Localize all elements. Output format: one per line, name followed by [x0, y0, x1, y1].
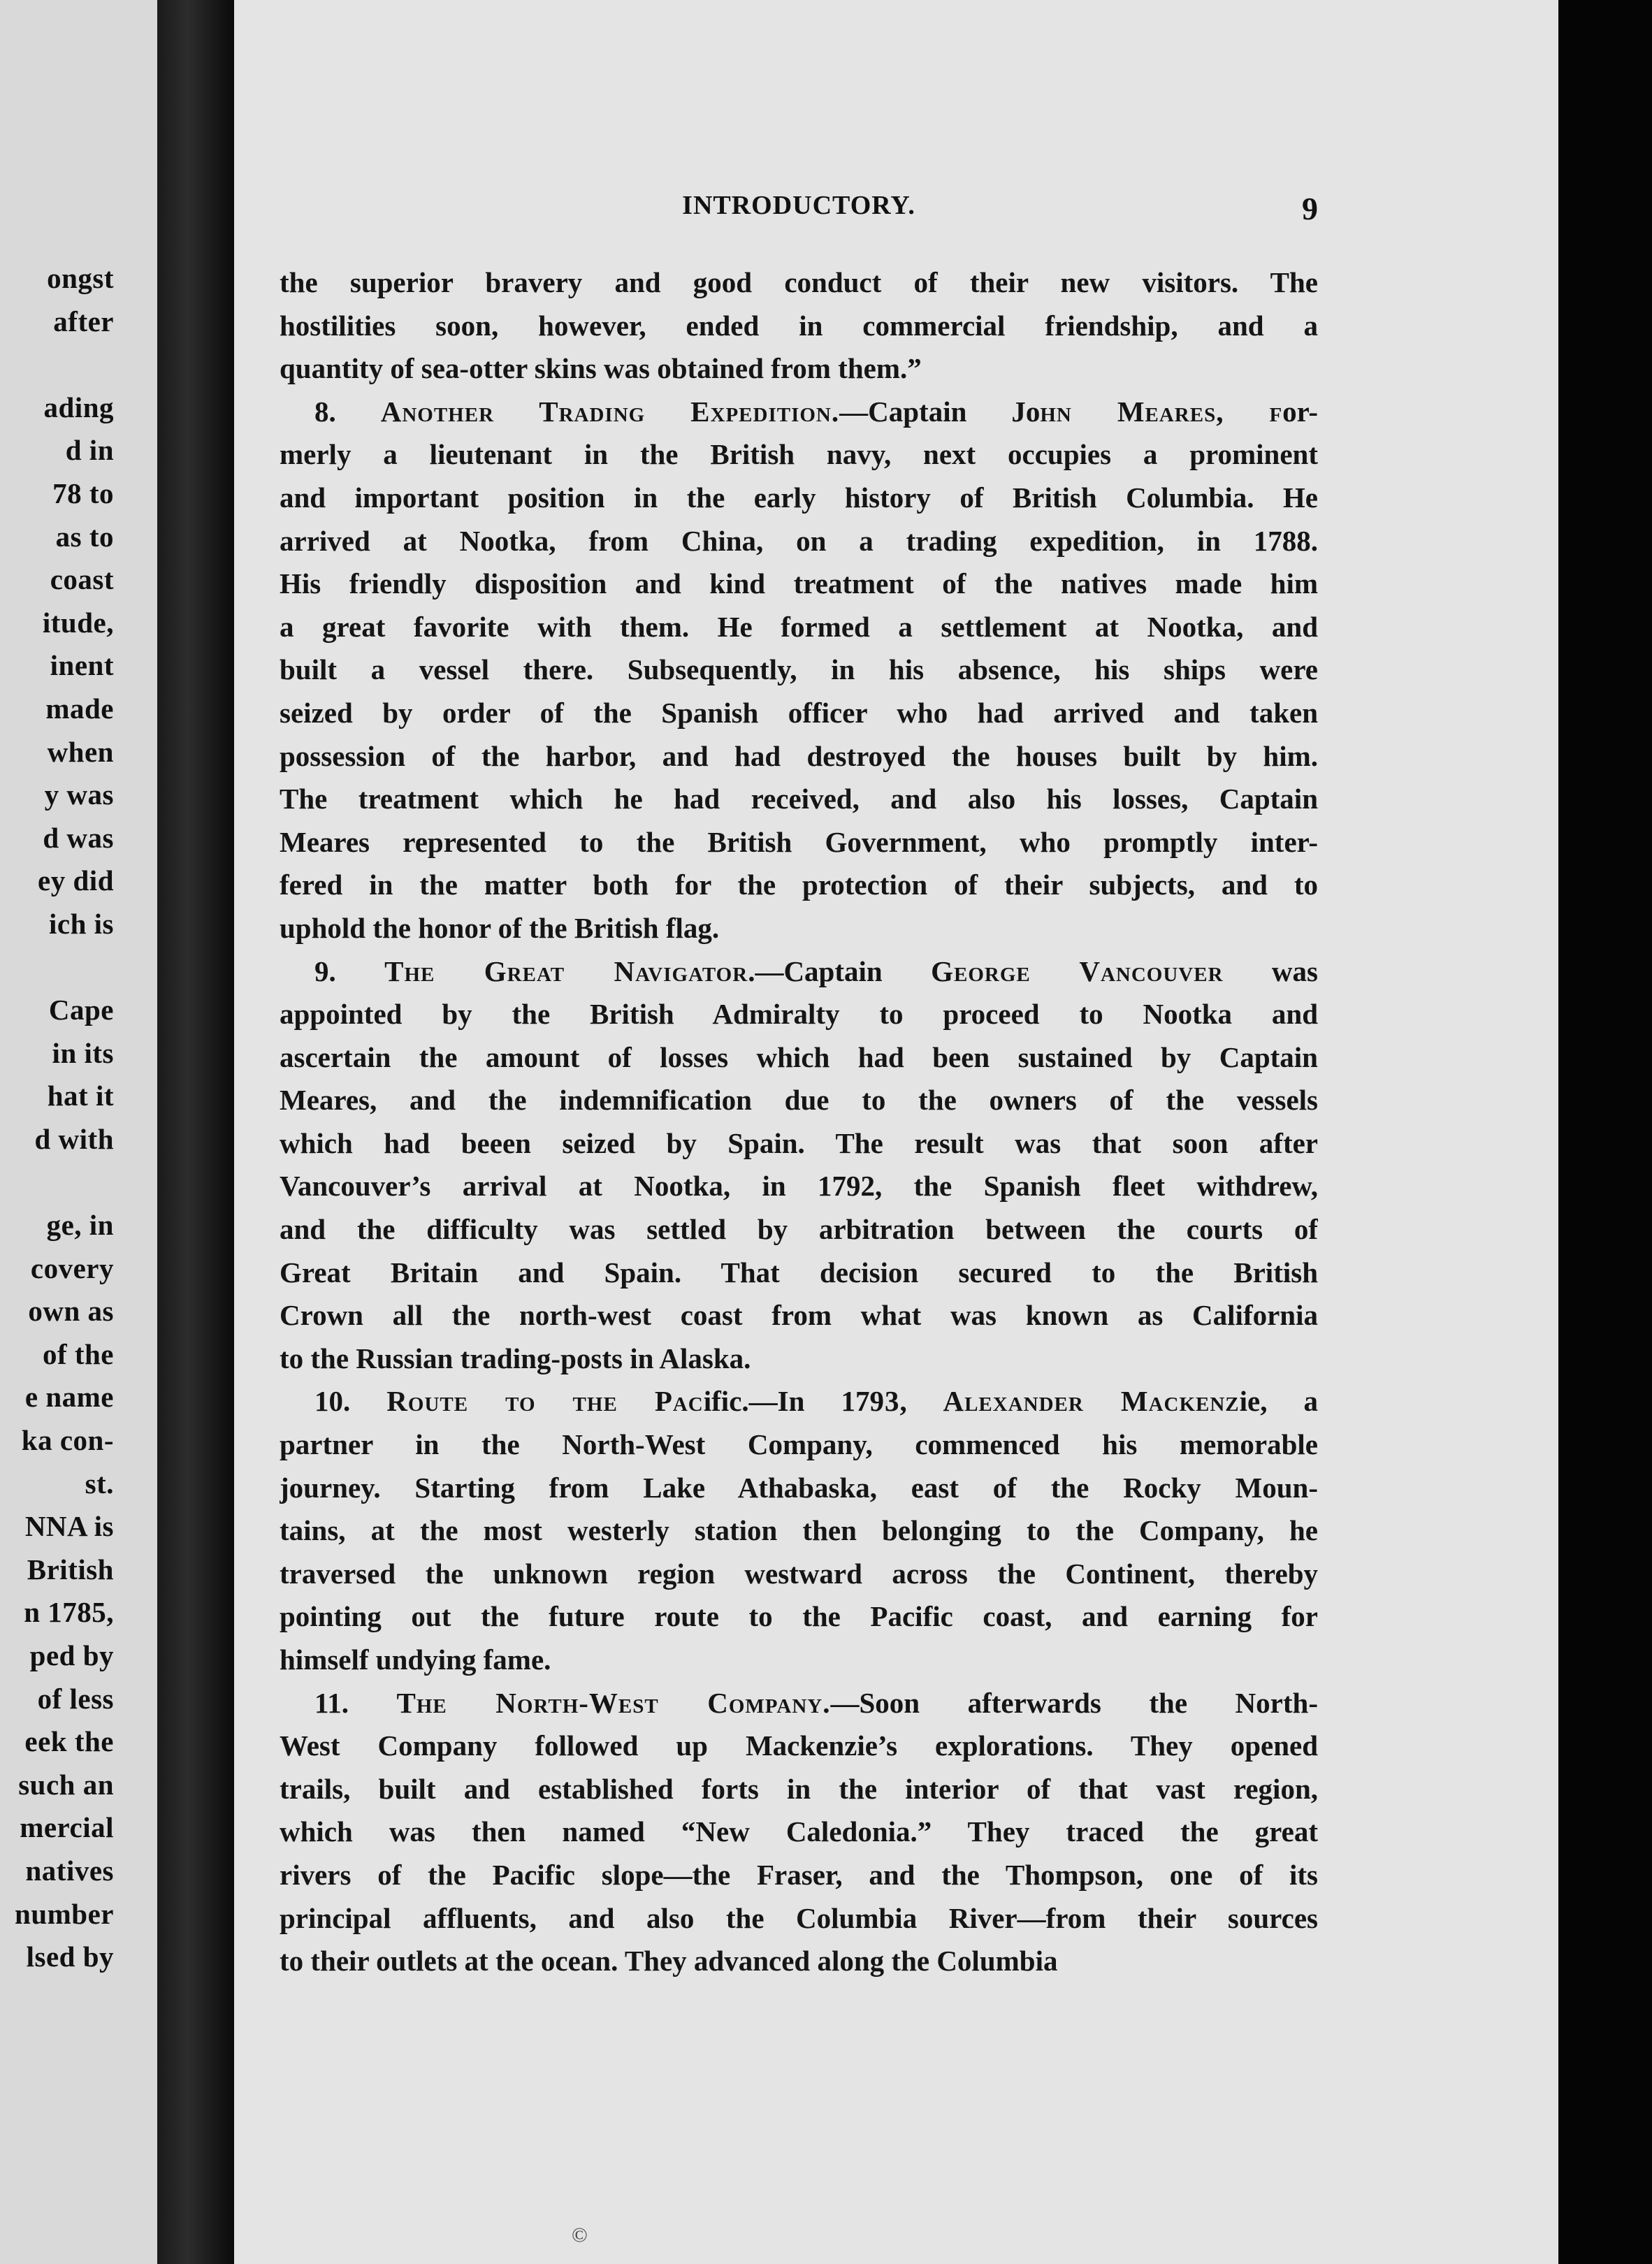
left-page-line: ey did	[38, 864, 114, 897]
text-line: uphold the honor of the British flag.	[280, 911, 720, 944]
left-page-line: of the	[42, 1337, 114, 1370]
text-line: appointed by the British Admiralty to proceed to Nootka and	[280, 998, 1318, 1031]
left-page-line: natives	[25, 1854, 114, 1887]
text-line: rivers of the Pacific slope—the Fraser, and the Thompson, one of its	[280, 1858, 1318, 1891]
left-page-line: when	[47, 735, 114, 768]
text-line: traversed the unknown region westward across the Continent, thereby	[280, 1557, 1318, 1590]
left-page-line: mercial	[20, 1811, 114, 1844]
left-page-line: ongst	[47, 262, 114, 294]
text-line: and important position in the early history of British Columbia. He	[280, 481, 1318, 514]
section-heading: The North-West Company.	[396, 1686, 831, 1719]
left-page-line: own as	[28, 1295, 114, 1328]
text-line: arrived at Nootka, from China, on a trading expedition, in 1788.	[280, 524, 1318, 557]
left-page-line	[15, 1161, 114, 1204]
text-line: possession of the harbor, and had destroyed the houses built by him.	[280, 739, 1318, 772]
text-line: West Company followed up Mackenzie’s explorations. They opened	[280, 1729, 1318, 1762]
text-line: Meares, and the indemnification due to the owners of the vessels	[280, 1084, 1318, 1117]
left-page-line: number	[15, 1897, 114, 1930]
text-line: 9. The Great Navigator.—Captain George Vancouver was	[314, 955, 1318, 987]
running-head: INTRODUCTORY.	[682, 191, 915, 220]
text-line: built a vessel there. Subsequently, in his absence, his ships were	[280, 653, 1318, 686]
left-page-line: d with	[34, 1122, 114, 1155]
text-line: Great Britain and Spain. That decision secured to the British	[280, 1256, 1318, 1289]
book-gutter	[157, 0, 234, 2264]
left-page-line: ich is	[49, 907, 114, 940]
left-page-line: st.	[85, 1467, 114, 1500]
text-line: merly a lieutenant in the British navy, next occupies a prominent	[280, 438, 1318, 471]
text-line: quantity of sea-otter skins was obtained from them.”	[280, 352, 922, 385]
text-line: trails, built and established forts in the interior of that vast region,	[280, 1772, 1318, 1805]
left-page-line: NNA is	[24, 1510, 114, 1543]
left-page-line: made	[45, 692, 114, 725]
scan-border	[1558, 0, 1652, 2264]
left-page-line: lsed by	[26, 1940, 114, 1973]
text-line: tains, at the most westerly station then belonging to the Company, he	[280, 1514, 1318, 1547]
text-line: 10. Route to the Pacific.—In 1793, Alexander Mackenzie, a	[314, 1385, 1318, 1418]
left-page-line: ge, in	[46, 1209, 114, 1242]
left-page-line: itude,	[42, 606, 114, 639]
left-page-line: e name	[24, 1381, 114, 1414]
left-page-line: y was	[44, 778, 114, 811]
section-heading: George Vancouver	[931, 955, 1224, 987]
section-heading: Another Trading Expedition.	[380, 395, 840, 428]
text-line: ascertain the amount of losses which had been sustained by Captain	[280, 1040, 1318, 1073]
text-line: hostilities soon, however, ended in commercial friendship, and a	[280, 309, 1318, 342]
left-page-line: n 1785,	[24, 1596, 114, 1629]
page-number: 9	[1302, 191, 1318, 226]
text-line: pointing out the future route to the Pacific coast, and earning for	[280, 1600, 1318, 1633]
text-line: which had beeen seized by Spain. The result was that soon after	[280, 1126, 1318, 1159]
left-page-line: eek the	[24, 1725, 114, 1758]
left-page-line: d was	[43, 821, 114, 854]
text-line: a great favorite with them. He formed a settlement at Nootka, and	[280, 610, 1318, 643]
section-heading: hn Meares, f	[1040, 395, 1283, 428]
text-line: partner in the North-West Company, commenced his memorable	[280, 1428, 1318, 1461]
left-page-line: of less	[37, 1682, 114, 1715]
left-page-line	[15, 343, 114, 386]
text-line: 11. The North-West Company.—Soon afterwards the North-	[314, 1686, 1318, 1719]
left-page-line: as to	[55, 520, 114, 553]
left-page-line: 78 to	[52, 477, 114, 509]
left-page-fragment	[0, 0, 157, 2264]
left-page-line: British	[27, 1553, 114, 1585]
text-line: Vancouver’s arrival at Nootka, in 1792, the Spanish fleet withdrew,	[280, 1170, 1318, 1203]
left-page-line: coast	[50, 563, 114, 596]
text-line: Crown all the north-west coast from what was known as California	[280, 1299, 1318, 1332]
text-line: Meares represented to the British Government, who promptly inter-	[280, 825, 1318, 858]
left-page-line: inent	[50, 649, 114, 682]
section-heading: Route to the Pac	[386, 1385, 704, 1418]
left-page-line: ped by	[29, 1639, 114, 1671]
text-line: the superior bravery and good conduct of their new visitors. The	[280, 266, 1318, 298]
text-line: 8. Another Trading Expedition.—Captain John Meares, for-	[314, 395, 1318, 428]
text-line: The treatment which he had received, and also his losses, Captain	[280, 783, 1318, 815]
section-heading: The Great Navigator	[384, 955, 748, 987]
text-line: journey. Starting from Lake Athabaska, east of the Rocky Moun-	[280, 1471, 1318, 1504]
left-page-line: in its	[52, 1036, 114, 1069]
left-page-line: ading	[43, 391, 114, 423]
left-page-line: hat it	[47, 1080, 114, 1112]
text-line: himself undying fame.	[280, 1643, 551, 1676]
left-page-line: Cape	[48, 994, 114, 1026]
left-page-line: ka con-	[21, 1424, 114, 1457]
text-line: seized by order of the Spanish officer who had arrived and taken	[280, 696, 1318, 729]
text-line: to the Russian trading-posts in Alaska.	[280, 1342, 751, 1374]
text-line: to their outlets at the ocean. They advanced along the Columbia	[280, 1945, 1058, 1978]
text-line: fered in the matter both for the protection of their subjects, and to	[280, 869, 1318, 901]
text-line: principal affluents, and also the Columbia River—from their sources	[280, 1901, 1318, 1934]
text-line: His friendly disposition and kind treatment of the natives made him	[280, 567, 1318, 600]
left-page-line: after	[53, 305, 114, 338]
text-line: and the difficulty was settled by arbitration between the courts of	[280, 1213, 1318, 1246]
body-text	[280, 261, 1318, 1983]
left-page-line	[15, 946, 114, 989]
text-line: which was then named “New Caledonia.” They traced the great	[280, 1815, 1318, 1848]
footer-mark: ©	[572, 2223, 588, 2247]
left-page-line: covery	[30, 1251, 114, 1284]
left-page-line: d in	[65, 434, 114, 467]
section-heading: 93, Alexander Mackenz	[869, 1385, 1240, 1418]
left-page-line: such an	[18, 1768, 114, 1801]
left-page-text	[15, 257, 114, 1979]
